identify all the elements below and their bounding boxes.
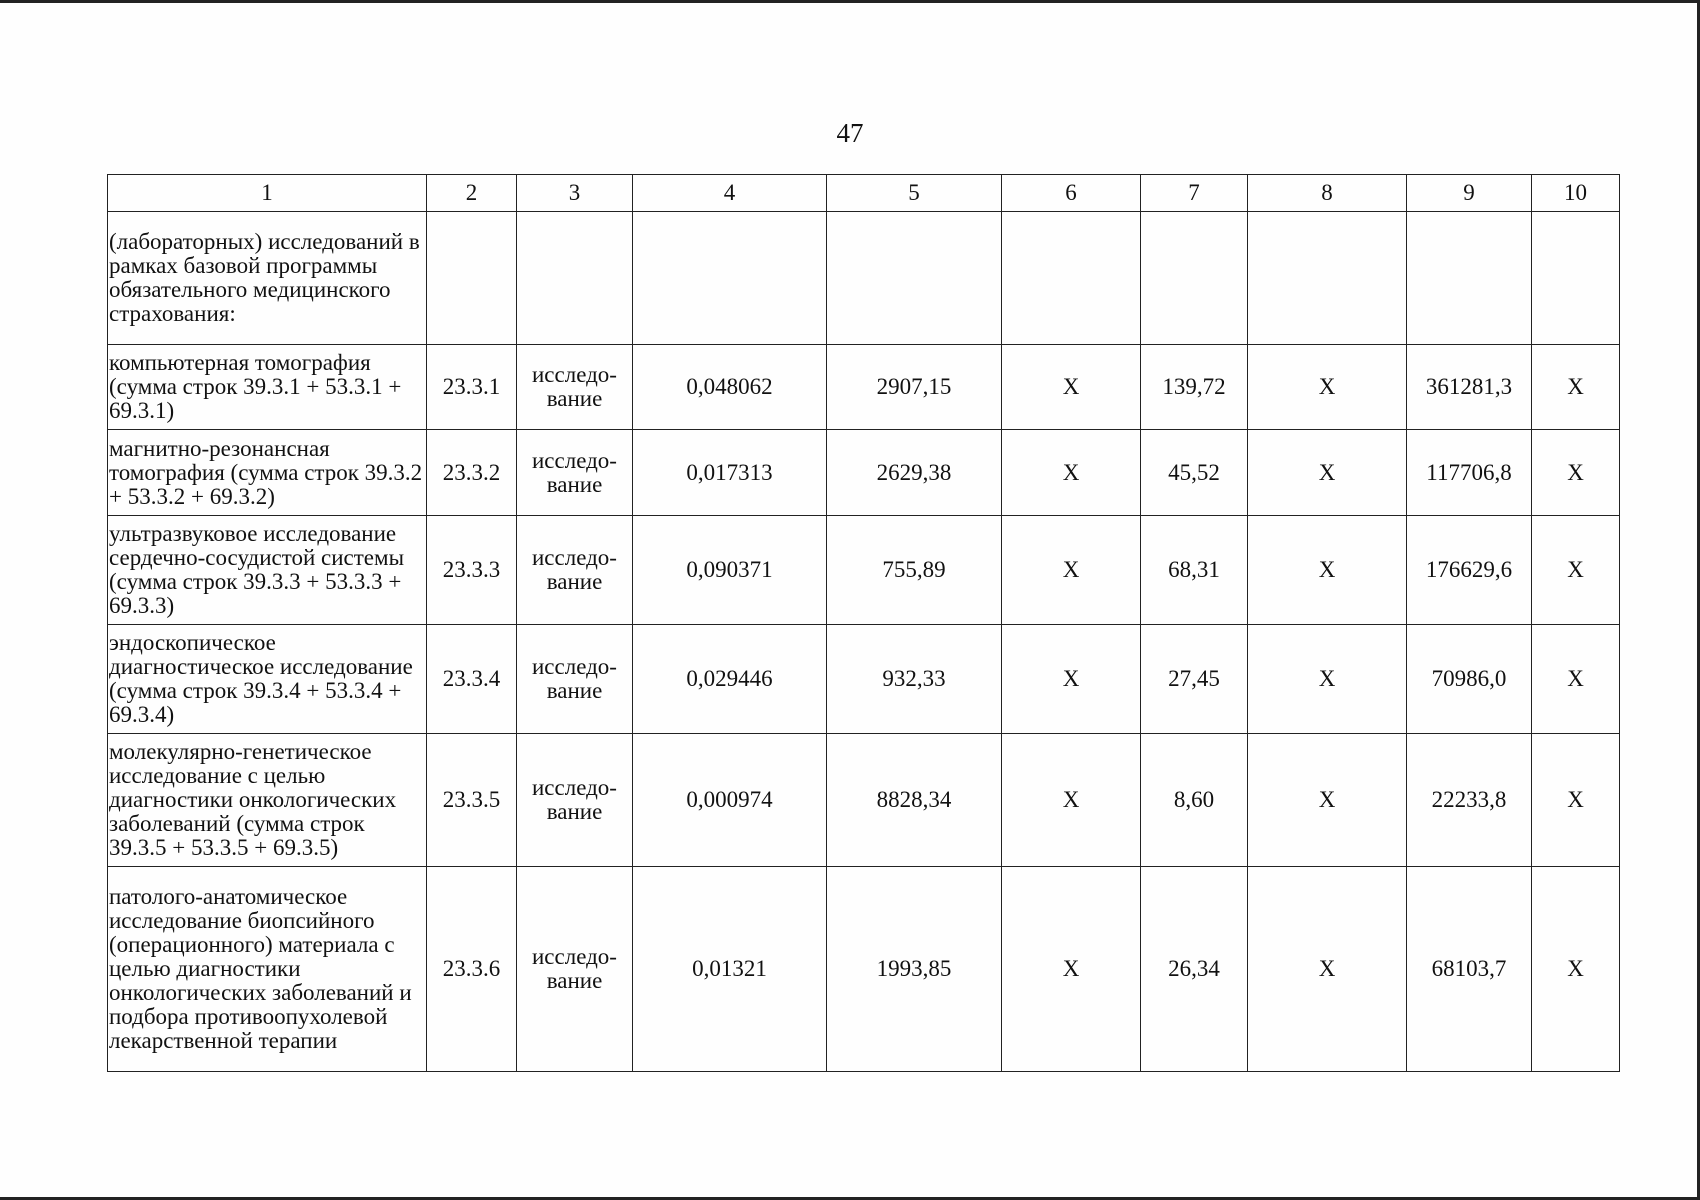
cell-col5: 1993,85 bbox=[827, 867, 1002, 1072]
column-header: 9 bbox=[1407, 175, 1532, 212]
cell-col6: X bbox=[1002, 345, 1141, 430]
row-code: 23.3.5 bbox=[427, 734, 517, 867]
column-header: 8 bbox=[1248, 175, 1407, 212]
table-row bbox=[108, 867, 1620, 1072]
row-name: магнитно-резонансная томография (сумма строк 39.3.2 + 53.3.2 + 69.3.2) bbox=[108, 430, 427, 516]
row-name: патолого-анатомическое исследование биопсийного (операционного) материала с целью диагностики онкологических заболеваний и подбора противоопухолевой лекарственной терапии bbox=[108, 867, 427, 1072]
column-header: 10 bbox=[1532, 175, 1620, 212]
cell-col10 bbox=[1532, 212, 1620, 345]
cell-col6: X bbox=[1002, 867, 1141, 1072]
cell-col8: X bbox=[1248, 734, 1407, 867]
cell-col7: 27,45 bbox=[1141, 625, 1248, 734]
cell-col4: 0,000974 bbox=[633, 734, 827, 867]
cell-col4: 0,029446 bbox=[633, 625, 827, 734]
cell-col6: X bbox=[1002, 734, 1141, 867]
row-code: 23.3.1 bbox=[427, 345, 517, 430]
cell-col6: X bbox=[1002, 516, 1141, 625]
cell-col4: 0,017313 bbox=[633, 430, 827, 516]
table-row bbox=[108, 625, 1620, 734]
cell-col6 bbox=[1002, 212, 1141, 345]
cell-col6: X bbox=[1002, 430, 1141, 516]
row-name: (лабораторных) исследований в рамках базовой программы обязательного медицинского страхования: bbox=[108, 212, 427, 345]
cell-col9: 361281,3 bbox=[1407, 345, 1532, 430]
cell-col9: 68103,7 bbox=[1407, 867, 1532, 1072]
cell-col10: X bbox=[1532, 867, 1620, 1072]
row-unit: исследо-вание bbox=[517, 625, 633, 734]
cell-col10: X bbox=[1532, 734, 1620, 867]
cell-col5: 2629,38 bbox=[827, 430, 1002, 516]
column-header: 1 bbox=[108, 175, 427, 212]
column-header: 2 bbox=[427, 175, 517, 212]
header-row bbox=[108, 175, 1620, 212]
row-unit: исследо-вание bbox=[517, 430, 633, 516]
cell-col7: 8,60 bbox=[1141, 734, 1248, 867]
row-name: ультразвуковое исследование сердечно-сосудистой системы (сумма строк 39.3.3 + 53.3.3 + 69.3.3) bbox=[108, 516, 427, 625]
row-code bbox=[427, 212, 517, 345]
table-row bbox=[108, 212, 1620, 345]
cell-col5: 8828,34 bbox=[827, 734, 1002, 867]
cell-col5 bbox=[827, 212, 1002, 345]
scan-border-top bbox=[0, 0, 1700, 3]
row-unit: исследо-вание bbox=[517, 345, 633, 430]
row-unit: исследо-вание bbox=[517, 516, 633, 625]
table-row bbox=[108, 430, 1620, 516]
row-unit: исследо-вание bbox=[517, 867, 633, 1072]
column-header: 6 bbox=[1002, 175, 1141, 212]
row-code: 23.3.2 bbox=[427, 430, 517, 516]
cell-col9: 22233,8 bbox=[1407, 734, 1532, 867]
row-name: компьютерная томография (сумма строк 39.3.1 + 53.3.1 + 69.3.1) bbox=[108, 345, 427, 430]
row-unit: исследо-вание bbox=[517, 734, 633, 867]
cell-col7: 45,52 bbox=[1141, 430, 1248, 516]
cell-col9: 176629,6 bbox=[1407, 516, 1532, 625]
cell-col8: X bbox=[1248, 345, 1407, 430]
row-name: эндоскопическое диагностическое исследование (сумма строк 39.3.4 + 53.3.4 + 69.3.4) bbox=[108, 625, 427, 734]
cell-col4: 0,090371 bbox=[633, 516, 827, 625]
row-code: 23.3.4 bbox=[427, 625, 517, 734]
column-header: 7 bbox=[1141, 175, 1248, 212]
cell-col6: X bbox=[1002, 625, 1141, 734]
cell-col10: X bbox=[1532, 345, 1620, 430]
cell-col5: 2907,15 bbox=[827, 345, 1002, 430]
cell-col7: 139,72 bbox=[1141, 345, 1248, 430]
row-code: 23.3.6 bbox=[427, 867, 517, 1072]
row-name: молекулярно-генетическое исследование с целью диагностики онкологических заболеваний (сумма строк 39.3.5 + 53.3.5 + 69.3.5) bbox=[108, 734, 427, 867]
cell-col7: 68,31 bbox=[1141, 516, 1248, 625]
cell-col10: X bbox=[1532, 625, 1620, 734]
table-row bbox=[108, 516, 1620, 625]
row-unit bbox=[517, 212, 633, 345]
column-header: 4 bbox=[633, 175, 827, 212]
column-header: 5 bbox=[827, 175, 1002, 212]
cell-col5: 755,89 bbox=[827, 516, 1002, 625]
cell-col10: X bbox=[1532, 516, 1620, 625]
cell-col8: X bbox=[1248, 430, 1407, 516]
table-row bbox=[108, 345, 1620, 430]
table-row bbox=[108, 734, 1620, 867]
cell-col9: 117706,8 bbox=[1407, 430, 1532, 516]
cell-col7 bbox=[1141, 212, 1248, 345]
column-header: 3 bbox=[517, 175, 633, 212]
cell-col7: 26,34 bbox=[1141, 867, 1248, 1072]
cell-col8: X bbox=[1248, 516, 1407, 625]
cell-col4: 0,048062 bbox=[633, 345, 827, 430]
cell-col9 bbox=[1407, 212, 1532, 345]
cell-col9: 70986,0 bbox=[1407, 625, 1532, 734]
cell-col8 bbox=[1248, 212, 1407, 345]
cell-col8: X bbox=[1248, 625, 1407, 734]
data-table bbox=[107, 174, 1620, 1072]
row-code: 23.3.3 bbox=[427, 516, 517, 625]
page-number: 47 bbox=[836, 118, 864, 148]
cell-col5: 932,33 bbox=[827, 625, 1002, 734]
cell-col4: 0,01321 bbox=[633, 867, 827, 1072]
cell-col8: X bbox=[1248, 867, 1407, 1072]
cell-col10: X bbox=[1532, 430, 1620, 516]
cell-col4 bbox=[633, 212, 827, 345]
